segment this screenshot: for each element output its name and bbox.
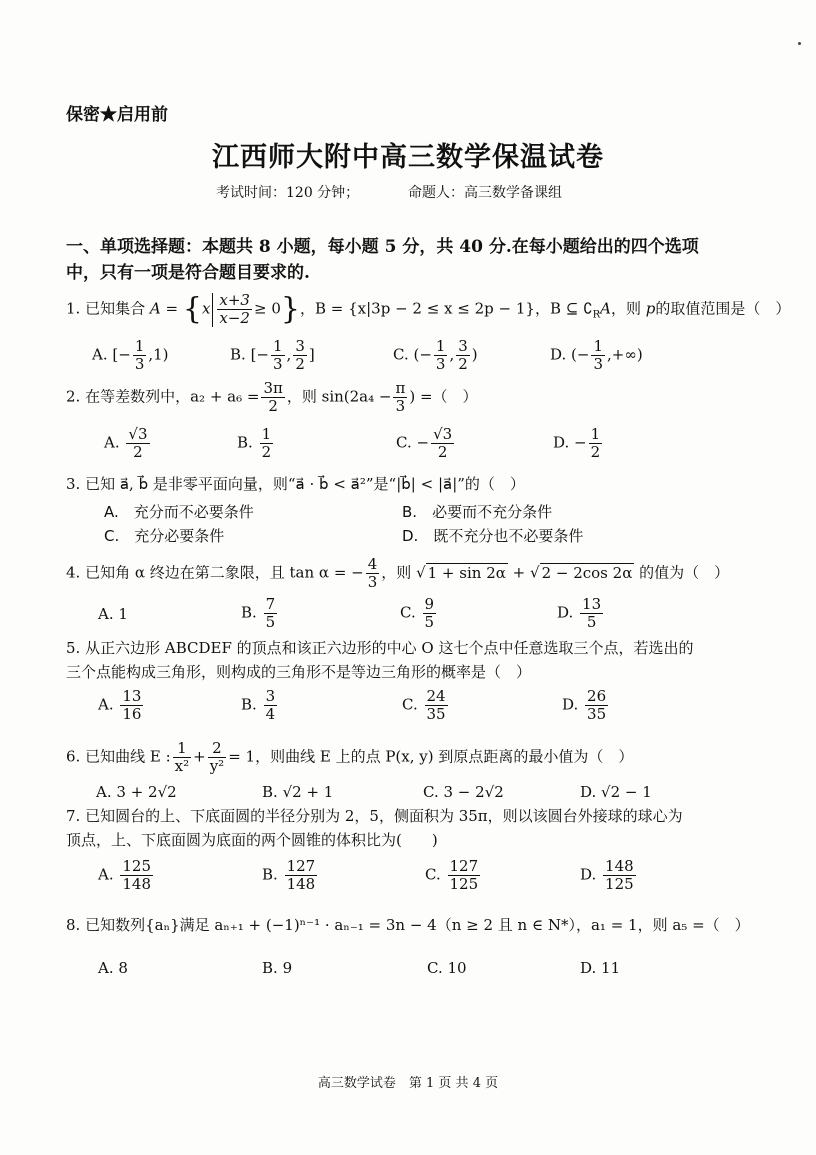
q7-option-a[interactable]: A. $\frac{125}{148}$ — [98, 857, 152, 893]
q8-option-d[interactable]: D. 11 — [580, 959, 621, 977]
q2-option-d[interactable]: D. − $\frac{1}{2}$ — [553, 425, 601, 461]
secrecy-label: 保密★启用前 — [66, 105, 168, 125]
q1-option-d[interactable]: D. (− $\frac{1}{3}$ ,+∞) — [550, 337, 643, 373]
q2-option-a[interactable]: A. $\frac{√3}{2}$ — [104, 425, 148, 461]
question-7-line2: 顶点，上、下底面圆为底面的两个圆锥的体积比为( ) — [66, 831, 438, 849]
q4-option-d[interactable]: D. $\frac{13}{5}$ — [557, 595, 602, 631]
q3-option-c[interactable]: C. 充分必要条件 — [104, 527, 225, 545]
exam-time: 考试时间：120 分钟； — [216, 185, 360, 201]
q4-option-a[interactable]: A. 1 — [98, 605, 128, 623]
page-footer: 高三数学试卷 第 1 页 共 4 页 — [317, 1076, 499, 1091]
q1-option-a[interactable]: A. [− $\frac{1}{3}$ ,1) — [92, 337, 169, 373]
q4-option-c[interactable]: C. $\frac{9}{5}$ — [400, 595, 435, 631]
q5-option-c[interactable]: C. $\frac{24}{35}$ — [402, 687, 446, 723]
q6-option-d[interactable]: D. √2 − 1 — [580, 783, 652, 801]
q6-option-a[interactable]: A. 3 + 2√2 — [96, 783, 177, 801]
q8-option-c[interactable]: C. 10 — [427, 959, 467, 977]
question-8: 8. 已知数列{aₙ}满足 aₙ₊₁ + (−1)ⁿ⁻¹ · aₙ₋₁ = 3n − 4（n ≥ 2 且 n ∈ N*），a₁ = 1，则 a₅ =（ ） — [66, 916, 750, 934]
question-1: 1. 已知集合 A = {x $\frac{x+3}{x-2}$ ≥ 0}，B = {x|3p − 2 ≤ x ≤ 2p − 1}，B ⊆ $∁_RA$，则 p的取值范围是（ ） — [66, 291, 791, 327]
q7-option-d[interactable]: D. $\frac{148}{125}$ — [580, 857, 634, 893]
q5-option-b[interactable]: B. $\frac{3}{4}$ — [241, 687, 276, 723]
q2-option-c[interactable]: C. − $\frac{√3}{2}$ — [396, 425, 453, 461]
question-7-line1: 7. 已知圆台的上、下底面圆的半径分别为 2，5，侧面积为 35π，则以该圆台外接球的球心为 — [66, 807, 683, 825]
q3-option-b[interactable]: B. 必要而不充分条件 — [402, 503, 553, 521]
q1-option-c[interactable]: C. (− $\frac{1}{3}$ , $\frac{3}{2}$ ) — [393, 337, 478, 373]
page-title: 江西师大附中高三数学保温试卷 — [212, 142, 604, 173]
section-heading-line1: 一、单项选择题：本题共 8 小题，每小题 5 分，共 40 分.在每小题给出的四个选项 — [66, 237, 699, 257]
question-5-line1: 5. 从正六边形 ABCDEF 的顶点和该正六边形的中心 O 这七个点中任意选取三个点，若选出的 — [66, 639, 694, 657]
scan-speck — [798, 42, 801, 45]
q3-option-a[interactable]: A. 充分而不必要条件 — [104, 503, 254, 521]
question-5-line2: 三个点能构成三角形，则构成的三角形不是等边三角形的概率是（ ） — [66, 663, 532, 681]
q7-option-b[interactable]: B. $\frac{127}{148}$ — [262, 857, 316, 893]
q2-option-b[interactable]: B. $\frac{1}{2}$ — [237, 425, 272, 461]
q6-option-b[interactable]: B. √2 + 1 — [262, 783, 334, 801]
section-heading-line2: 中，只有一项是符合题目要求的. — [66, 263, 310, 283]
q5-option-d[interactable]: D. $\frac{26}{35}$ — [562, 687, 607, 723]
exam-author: 命题人：高三数学备课组 — [408, 185, 562, 201]
q8-option-b[interactable]: B. 9 — [262, 959, 293, 977]
question-6: 6. 已知曲线 E : $\frac{1}{\text{x²}}$ + $\frac{2}{\text{y²}}$ = 1，则曲线 E 上的点 P(x, y) 到原点距离的最小值为（ ） — [66, 739, 634, 775]
q7-option-c[interactable]: C. $\frac{127}{125}$ — [425, 857, 479, 893]
q4-option-b[interactable]: B. $\frac{7}{5}$ — [241, 595, 276, 631]
q6-option-c[interactable]: C. 3 − 2√2 — [423, 783, 504, 801]
q3-option-d[interactable]: D. 既不充分也不必要条件 — [402, 527, 584, 545]
q8-option-a[interactable]: A. 8 — [98, 959, 128, 977]
question-4: 4. 已知角 α 终边在第二象限，且 tan α = − $\frac{4}{3}$ ，则 √ 1 + sin 2α + √ 2 − 2cos 2α 的值为（ ） — [66, 555, 730, 591]
q5-option-a[interactable]: A. $\frac{13}{16}$ — [98, 687, 142, 723]
question-3: 3. 已知 a⃗, b⃗ 是非零平面向量，则“a⃗ · b⃗ < a⃗²”是“|b⃗| < |a⃗|”的（ ） — [66, 475, 525, 493]
q1-option-b[interactable]: B. [− $\frac{1}{3}$ , $\frac{3}{2}$ ] — [230, 337, 315, 373]
question-2: 2. 在等差数列中，a₂ + a₆ = $\frac{3\pi}{2}$ ，则 sin(2a₄ − $\frac{\pi}{3}$ ) =（ ） — [66, 379, 478, 415]
